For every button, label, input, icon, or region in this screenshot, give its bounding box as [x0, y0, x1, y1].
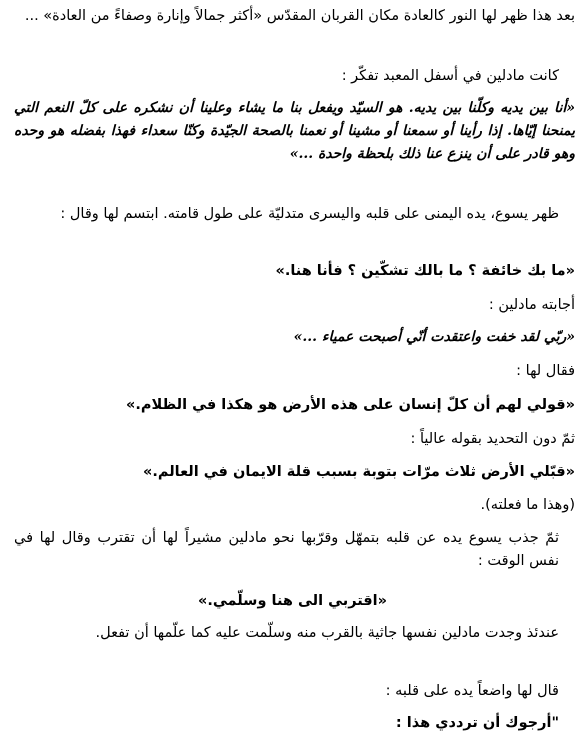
quote-jesus-why-afraid: «ما بك خائفة ؟ ما بالك تشكّين ؟ فأنا هنا.»	[275, 263, 575, 279]
paragraph-narration-light: بعد هذا ظهر لها النور كالعادة مكان القربان المقدّس «أكثر جمالاً وإنارة وصفاءً من العادة» ...	[24, 8, 575, 24]
paragraph-then-aloud: ثمّ دون التحديد بقوله عالياً :	[410, 431, 575, 447]
paragraph-hand-on-heart: قال لها واضعاً يده على قلبه :	[385, 683, 559, 699]
paragraph-madeleine-thinking: كانت مادلين في أسفل المعبد تفكّر :	[341, 68, 559, 84]
paragraph-what-she-did: (وهذا ما فعلته).	[480, 497, 575, 513]
paragraph-jesus-gesture: ثمّ جذب يسوع يده عن قلبه بتمهّل وقرّبها نحو مادلين مشيراً لها أن تقترب وقال لها في نفس الوقت :	[14, 530, 559, 569]
quote-jesus-darkness: «قولي لهم أن كلّ إنسان على هذه الأرض هو هكذا في الظلام.»	[126, 397, 575, 413]
quote-jesus-kiss-ground: «قبّلي الأرض ثلاث مرّات بتوبة بسبب قلة الايمان في العالم.»	[142, 464, 575, 480]
paragraph-he-said: فقال لها :	[516, 363, 575, 379]
quote-madeleine-blind: «ربّي لقد خفت واعتقدت أنّي أصبحت عمياء ...»	[293, 329, 575, 345]
quote-jesus-come-closer: «اقتربي الى هنا وسلّمي.»	[198, 593, 387, 609]
paragraph-madeleine-kneeling: عندئذ وجدت مادلين نفسها جاثية بالقرب منه وسلّمت عليه كما علّمها أن تفعل.	[95, 625, 559, 641]
quote-jesus-repeat-this: "أرجوك أن ترددي هذا :	[395, 715, 559, 731]
paragraph-jesus-appears: ظهر يسوع، يده اليمنى على قلبه واليسرى متدليّة على طول قامته. ابتسم لها وقال :	[60, 206, 559, 222]
paragraph-madeleine-prayer: «أنا بين يديه وكلّنا بين يديه. هو السيّد ويفعل بنا ما يشاء وعلينا أن نشكره على كلّ النعم التي يمنحنا إيّاها. إذا رأينا أو سمعنا أو مشينا أو نعمنا بالصحة الجيّدة وكنّا سعداء فهذا بفضله هو وحده وهو قادر على أن ينزع عنا ذلك بلحظة واحدة ...»	[14, 100, 575, 162]
paragraph-madeleine-answered: أجابته مادلين :	[488, 297, 575, 313]
